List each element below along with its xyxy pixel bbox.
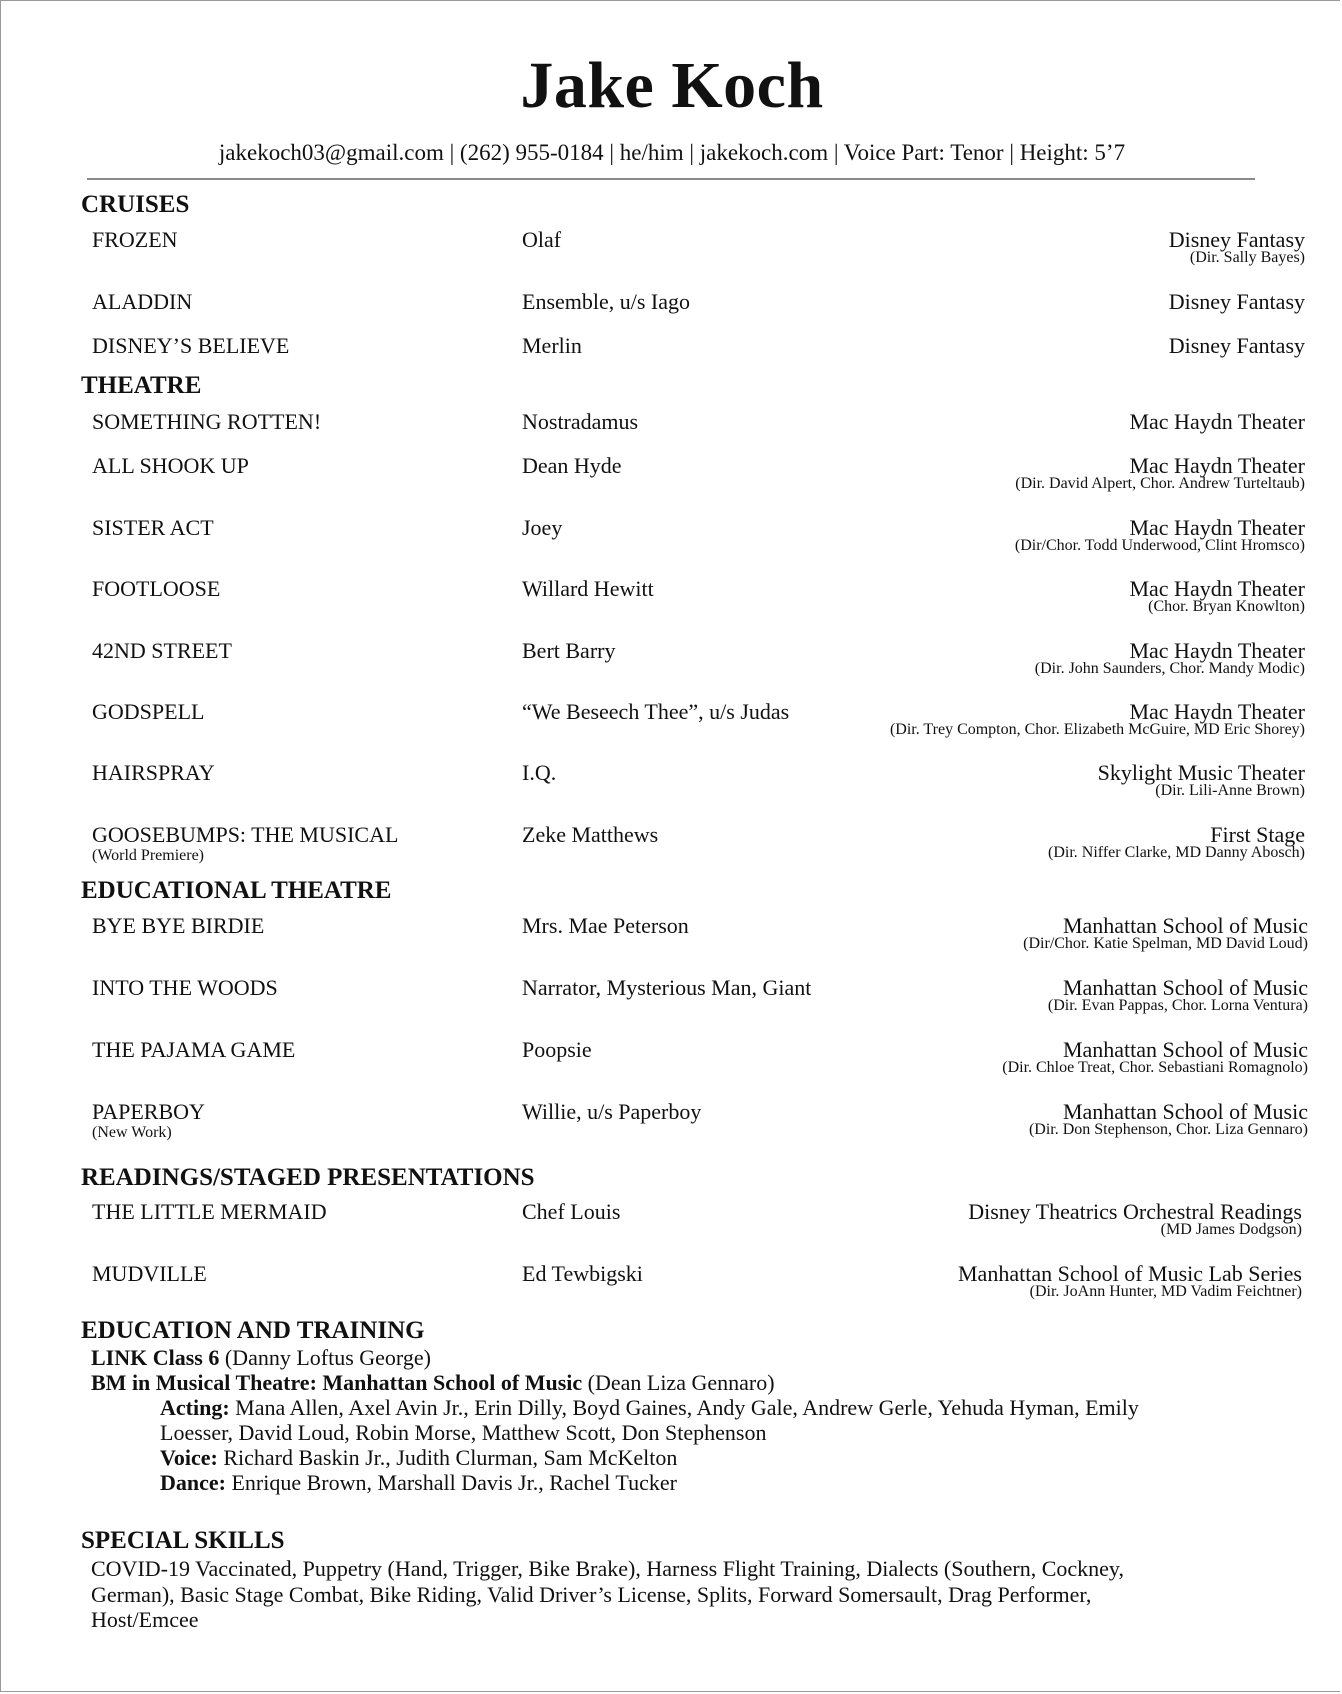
section-title-education: EDUCATION AND TRAINING <box>81 1317 425 1344</box>
show-title: THE LITTLE MERMAID <box>92 1199 327 1224</box>
dance-teachers: Enrique Brown, Marshall Davis Jr., Rachel Tucker <box>225 1470 677 1495</box>
acting-label: Acting: <box>160 1395 230 1420</box>
production-credits: (Dir/Chor. Katie Spelman, MD David Loud) <box>1023 935 1308 952</box>
section-title-educational-theatre: EDUCATIONAL THEATRE <box>81 877 392 904</box>
venue-name: Disney Fantasy <box>1168 333 1305 358</box>
production-credits: (Dir. Don Stephenson, Chor. Liza Gennaro) <box>1028 1121 1308 1138</box>
role-name: Joey <box>522 515 563 540</box>
section-title-cruises: CRUISES <box>81 191 190 218</box>
credit-row <box>1 578 1342 638</box>
show-title: SISTER ACT <box>92 515 214 540</box>
venue-name: Manhattan School of Music <box>1062 913 1308 938</box>
link-class-name: LINK Class 6 <box>91 1345 220 1370</box>
header-divider <box>87 178 1255 180</box>
role-name: Nostradamus <box>522 409 639 434</box>
degree-dean: (Dean Liza Gennaro) <box>582 1370 775 1395</box>
venue-name: Skylight Music Theater <box>1097 760 1305 785</box>
voice-teachers: Richard Baskin Jr., Judith Clurman, Sam McKelton <box>217 1445 678 1470</box>
show-title: FROZEN <box>92 227 178 252</box>
venue-name: Manhattan School of Music <box>1062 1099 1308 1124</box>
contact-line: jakekoch03@gmail.com | (262) 955-0184 | he/him | jakekoch.com | Voice Part: Tenor | Height: 5’7 <box>218 140 1126 165</box>
venue-name: Disney Fantasy <box>1168 227 1305 252</box>
role-name: Chef Louis <box>522 1199 621 1224</box>
education-dance <box>160 1472 677 1494</box>
show-title: ALL SHOOK UP <box>92 453 249 478</box>
role-name: Bert Barry <box>522 638 616 663</box>
venue-name: First Stage <box>1210 822 1305 847</box>
production-credits: (Dir. David Alpert, Chor. Andrew Turteltaub) <box>1015 475 1305 492</box>
production-credits: (Dir. Evan Pappas, Chor. Lorna Ventura) <box>1047 997 1308 1014</box>
show-note: (World Premiere) <box>92 847 204 864</box>
show-title: BYE BYE BIRDIE <box>92 913 265 938</box>
show-title: 42ND STREET <box>92 638 232 663</box>
role-name: Olaf <box>522 227 562 252</box>
show-title: THE PAJAMA GAME <box>92 1037 296 1062</box>
production-credits: (Dir. Niffer Clarke, MD Danny Abosch) <box>1048 844 1305 861</box>
role-name: Ensemble, u/s Iago <box>522 289 691 314</box>
credit-row <box>1 455 1342 515</box>
credit-row <box>1 915 1342 975</box>
venue-name: Mac Haydn Theater <box>1129 409 1305 434</box>
special-skills-text: COVID-19 Vaccinated, Puppetry (Hand, Trigger, Bike Brake), Harness Flight Training, Dialects (Southern, Cockney, German), Basic Stage Combat, Bike Riding, Valid Driver’s License, Splits, Forward Somersault, Drag Performer, Host/Emcee <box>91 1556 1124 1632</box>
role-name: I.Q. <box>522 760 557 785</box>
role-name: Zeke Matthews <box>522 822 659 847</box>
show-note: (New Work) <box>92 1124 172 1141</box>
role-name: Willard Hewitt <box>522 576 654 601</box>
production-credits: (Dir. John Saunders, Chor. Mandy Modic) <box>1034 660 1305 677</box>
credit-row <box>1 640 1342 700</box>
role-name: Dean Hyde <box>522 453 622 478</box>
education-voice <box>160 1447 677 1469</box>
show-title: PAPERBOY <box>92 1099 205 1124</box>
credit-row <box>1 1101 1342 1161</box>
venue-name: Manhattan School of Music Lab Series <box>958 1261 1302 1286</box>
role-name: “We Beseech Thee”, u/s Judas <box>522 699 790 724</box>
education-degree <box>91 1372 775 1394</box>
acting-teachers-line1: Mana Allen, Axel Avin Jr., Erin Dilly, Boyd Gaines, Andy Gale, Andrew Gerle, Yehuda Hyman, Emily <box>229 1395 1139 1420</box>
role-name: Merlin <box>522 333 582 358</box>
venue-name: Manhattan School of Music <box>1062 1037 1308 1062</box>
credit-row <box>1 335 1342 395</box>
venue-name: Mac Haydn Theater <box>1129 576 1305 601</box>
acting-teachers-line2: Loesser, David Loud, Robin Morse, Matthew Scott, Don Stephenson <box>160 1420 767 1445</box>
production-credits: (Dir. Trey Compton, Chor. Elizabeth McGuire, MD Eric Shorey) <box>889 721 1305 738</box>
production-credits: (Dir. Chloe Treat, Chor. Sebastiani Romagnolo) <box>1002 1059 1308 1076</box>
production-credits: (Dir/Chor. Todd Underwood, Clint Hromsco) <box>1014 537 1305 554</box>
show-title: ALADDIN <box>92 289 193 314</box>
venue-name: Mac Haydn Theater <box>1129 638 1305 663</box>
link-class-teacher: (Danny Loftus George) <box>219 1345 431 1370</box>
credit-row <box>1 977 1342 1037</box>
credit-row <box>1 517 1342 577</box>
show-title: FOOTLOOSE <box>92 576 221 601</box>
credit-row <box>1 229 1342 289</box>
venue-name: Mac Haydn Theater <box>1129 515 1305 540</box>
education-acting <box>160 1397 1139 1419</box>
production-credits: (Dir. Lili-Anne Brown) <box>1155 782 1305 799</box>
venue-name: Manhattan School of Music <box>1062 975 1308 1000</box>
production-credits: (MD James Dodgson) <box>1160 1221 1302 1238</box>
voice-label: Voice: <box>160 1445 218 1470</box>
degree-name: BM in Musical Theatre: Manhattan School of Music <box>91 1370 583 1395</box>
credit-row <box>1 1039 1342 1099</box>
production-credits: (Dir. JoAnn Hunter, MD Vadim Feichtner) <box>1029 1283 1302 1300</box>
production-credits: (Chor. Bryan Knowlton) <box>1148 598 1305 615</box>
show-title: GOOSEBUMPS: THE MUSICAL <box>92 822 399 847</box>
role-name: Willie, u/s Paperboy <box>522 1099 702 1124</box>
venue-name: Mac Haydn Theater <box>1129 453 1305 478</box>
venue-name: Mac Haydn Theater <box>1129 699 1305 724</box>
show-title: GODSPELL <box>92 699 205 724</box>
show-title: HAIRSPRAY <box>92 760 215 785</box>
role-name: Ed Tewbigski <box>522 1261 643 1286</box>
credit-row <box>1 824 1342 884</box>
role-name: Mrs. Mae Peterson <box>522 913 689 938</box>
show-title: DISNEY’S BELIEVE <box>92 333 290 358</box>
education-link-class <box>91 1347 431 1369</box>
venue-name: Disney Fantasy <box>1168 289 1305 314</box>
credit-row <box>1 701 1342 761</box>
section-title-readings: READINGS/STAGED PRESENTATIONS <box>81 1164 535 1191</box>
section-title-special-skills: SPECIAL SKILLS <box>81 1527 285 1554</box>
role-name: Poopsie <box>522 1037 592 1062</box>
production-credits: (Dir. Sally Bayes) <box>1189 249 1305 266</box>
role-name: Narrator, Mysterious Man, Giant <box>522 975 812 1000</box>
show-title: SOMETHING ROTTEN! <box>92 409 322 434</box>
show-title: MUDVILLE <box>92 1261 207 1286</box>
credit-row <box>1 1201 1342 1261</box>
credit-row <box>1 762 1342 822</box>
credit-row <box>1 1263 1342 1323</box>
show-title: INTO THE WOODS <box>92 975 278 1000</box>
section-title-theatre: THEATRE <box>81 372 202 399</box>
venue-name: Disney Theatrics Orchestral Readings <box>968 1199 1302 1224</box>
dance-label: Dance: <box>160 1470 226 1495</box>
resume-name: Jake Koch <box>520 49 824 122</box>
